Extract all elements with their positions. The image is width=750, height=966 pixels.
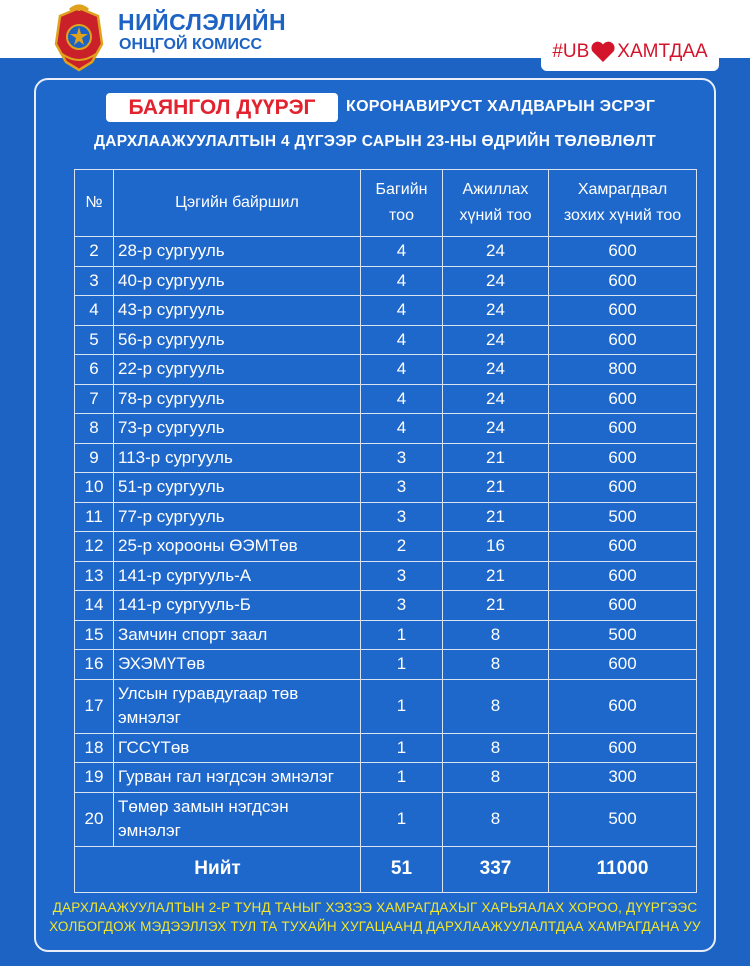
org-subtitle: ОНЦГОЙ КОМИСС <box>119 36 263 53</box>
table-row <box>75 502 697 532</box>
table-row <box>75 620 697 650</box>
cell-num: 20 <box>75 792 114 846</box>
cell-teams: 4 <box>361 384 443 414</box>
cell-covered: 600 <box>549 591 697 621</box>
cell-covered: 600 <box>549 561 697 591</box>
header-covered-line2: зохих хүний тоо <box>563 207 682 224</box>
cell-teams: 1 <box>361 733 443 763</box>
footer-line-2: ХОЛБОГДОЖ МЭДЭЭЛЛЭХ ТУЛ ТА ТУХАЙН ХУГАЦААНД ДАРХЛААЖУУЛАЛТДАА ХАМРАГДАНА УУ <box>49 919 701 934</box>
table-row <box>75 355 697 385</box>
cell-num: 2 <box>75 237 114 267</box>
cell-teams: 1 <box>361 679 443 733</box>
ub-hashtag-badge <box>541 33 719 71</box>
cell-covered: 800 <box>549 355 697 385</box>
cell-location-line2: эмнэлэг <box>118 821 181 840</box>
cell-staff: 8 <box>443 620 549 650</box>
cell-covered: 600 <box>549 296 697 326</box>
total-row <box>75 846 697 892</box>
header-teams <box>361 170 443 237</box>
cell-num: 14 <box>75 591 114 621</box>
cell-location: 22-р сургууль <box>114 355 361 385</box>
table-row <box>75 679 697 733</box>
cell-staff: 24 <box>443 266 549 296</box>
table-row <box>75 266 697 296</box>
table-row <box>75 650 697 680</box>
cell-location: 40-р сургууль <box>114 266 361 296</box>
cell-teams: 1 <box>361 763 443 793</box>
cell-num: 5 <box>75 325 114 355</box>
cell-teams: 4 <box>361 414 443 444</box>
cell-location: Замчин спорт заал <box>114 620 361 650</box>
header-staff-line1: Ажиллах <box>462 181 529 198</box>
cell-teams: 4 <box>361 296 443 326</box>
table-row <box>75 296 697 326</box>
header-teams-line1: Багийн <box>375 181 428 198</box>
cell-staff: 21 <box>443 502 549 532</box>
cell-num: 18 <box>75 733 114 763</box>
cell-covered: 600 <box>549 325 697 355</box>
hashtag-prefix: #UB <box>552 41 590 62</box>
header-staff <box>443 170 549 237</box>
cell-location: Гурван гал нэгдсэн эмнэлэг <box>114 763 361 793</box>
cell-location: 78-р сургууль <box>114 384 361 414</box>
cell-teams: 1 <box>361 650 443 680</box>
total-staff: 337 <box>443 846 549 892</box>
cell-covered: 600 <box>549 473 697 503</box>
cell-covered: 500 <box>549 502 697 532</box>
org-title: НИЙСЛЭЛИЙН <box>118 9 287 35</box>
cell-location: 141-р сургууль-Б <box>114 591 361 621</box>
table-row <box>75 792 697 846</box>
cell-staff: 24 <box>443 296 549 326</box>
cell-staff: 8 <box>443 792 549 846</box>
cell-staff: 21 <box>443 473 549 503</box>
cell-covered: 600 <box>549 679 697 733</box>
cell-num: 17 <box>75 679 114 733</box>
cell-location <box>114 679 361 733</box>
table-row <box>75 591 697 621</box>
cell-num: 16 <box>75 650 114 680</box>
cell-staff: 16 <box>443 532 549 562</box>
cell-num: 12 <box>75 532 114 562</box>
district-badge: БАЯНГОЛ ДҮҮРЭГ <box>106 93 338 122</box>
cell-teams: 1 <box>361 620 443 650</box>
cell-staff: 24 <box>443 325 549 355</box>
cell-staff: 8 <box>443 650 549 680</box>
cell-location: 28-р сургууль <box>114 237 361 267</box>
header-location: Цэгийн байршил <box>114 170 361 237</box>
cell-covered: 600 <box>549 237 697 267</box>
cell-location: ЭХЭМҮТөв <box>114 650 361 680</box>
cell-covered: 500 <box>549 792 697 846</box>
header-teams-line2: тоо <box>389 207 414 224</box>
cell-location: ГССҮТөв <box>114 733 361 763</box>
cell-teams: 1 <box>361 792 443 846</box>
cell-covered: 600 <box>549 384 697 414</box>
cell-location: 73-р сургууль <box>114 414 361 444</box>
cell-covered: 600 <box>549 414 697 444</box>
table-row <box>75 763 697 793</box>
cell-location <box>114 792 361 846</box>
cell-covered: 600 <box>549 650 697 680</box>
cell-num: 10 <box>75 473 114 503</box>
table-row <box>75 532 697 562</box>
table-row <box>75 561 697 591</box>
cell-location: 77-р сургууль <box>114 502 361 532</box>
table-row <box>75 237 697 267</box>
header-staff-line2: хүний тоо <box>459 207 532 224</box>
cell-num: 9 <box>75 443 114 473</box>
cell-staff: 24 <box>443 237 549 267</box>
table-row <box>75 325 697 355</box>
cell-teams: 3 <box>361 473 443 503</box>
cell-teams: 3 <box>361 591 443 621</box>
cell-covered: 600 <box>549 532 697 562</box>
table-header-row <box>75 170 697 237</box>
cell-covered: 500 <box>549 620 697 650</box>
title-line-2: ДАРХЛААЖУУЛАЛТЫН 4 ДҮГЭЭР САРЫН 23-НЫ ӨДРИЙН ТӨЛӨВЛӨЛТ <box>93 133 657 150</box>
table-row <box>75 443 697 473</box>
cell-num: 11 <box>75 502 114 532</box>
cell-covered: 600 <box>549 733 697 763</box>
cell-covered: 600 <box>549 443 697 473</box>
header-covered-line1: Хамрагдвал <box>577 181 668 198</box>
cell-num: 3 <box>75 266 114 296</box>
cell-teams: 3 <box>361 561 443 591</box>
hashtag-suffix: ХАМТДАА <box>617 41 708 62</box>
cell-location-line2: эмнэлэг <box>118 708 181 727</box>
cell-location: 113-р сургууль <box>114 443 361 473</box>
coat-of-arms-icon <box>52 4 106 72</box>
cell-num: 6 <box>75 355 114 385</box>
cell-num: 15 <box>75 620 114 650</box>
cell-location: 56-р сургууль <box>114 325 361 355</box>
cell-staff: 8 <box>443 679 549 733</box>
cell-covered: 300 <box>549 763 697 793</box>
cell-staff: 21 <box>443 591 549 621</box>
title-line-1: КОРОНАВИРУСТ ХАЛДВАРЫН ЭСРЭГ <box>346 98 656 115</box>
cell-staff: 21 <box>443 443 549 473</box>
footer-note <box>40 898 710 936</box>
cell-staff: 24 <box>443 414 549 444</box>
heart-icon <box>590 41 616 63</box>
cell-teams: 3 <box>361 502 443 532</box>
cell-location-line1: Төмөр замын нэгдсэн <box>118 797 289 816</box>
cell-location: 25-р хорооны ӨЭМТөв <box>114 532 361 562</box>
cell-num: 19 <box>75 763 114 793</box>
cell-location: 43-р сургууль <box>114 296 361 326</box>
total-covered: 11000 <box>549 846 697 892</box>
cell-staff: 8 <box>443 733 549 763</box>
vaccination-plan-table <box>74 169 697 893</box>
cell-num: 4 <box>75 296 114 326</box>
table-row <box>75 384 697 414</box>
cell-location: 141-р сургууль-А <box>114 561 361 591</box>
cell-covered: 600 <box>549 266 697 296</box>
total-teams: 51 <box>361 846 443 892</box>
cell-location: 51-р сургууль <box>114 473 361 503</box>
cell-teams: 4 <box>361 325 443 355</box>
cell-staff: 24 <box>443 384 549 414</box>
cell-teams: 3 <box>361 443 443 473</box>
cell-staff: 24 <box>443 355 549 385</box>
table-row <box>75 473 697 503</box>
cell-teams: 4 <box>361 237 443 267</box>
total-label: Нийт <box>75 846 361 892</box>
cell-staff: 8 <box>443 763 549 793</box>
cell-staff: 21 <box>443 561 549 591</box>
cell-teams: 4 <box>361 266 443 296</box>
cell-teams: 2 <box>361 532 443 562</box>
cell-num: 7 <box>75 384 114 414</box>
cell-num: 13 <box>75 561 114 591</box>
table-row <box>75 733 697 763</box>
table-row <box>75 414 697 444</box>
cell-num: 8 <box>75 414 114 444</box>
cell-location-line1: Улсын гуравдугаар төв <box>118 684 299 703</box>
header-covered <box>549 170 697 237</box>
footer-line-1: ДАРХЛААЖУУЛАЛТЫН 2-Р ТУНД ТАНЫГ ХЭЗЭЭ ХАМРАГДАХЫГ ХАРЬЯАЛАХ ХОРОО, ДҮҮРГЭЭС <box>52 900 698 915</box>
cell-teams: 4 <box>361 355 443 385</box>
header-num: № <box>75 170 114 237</box>
